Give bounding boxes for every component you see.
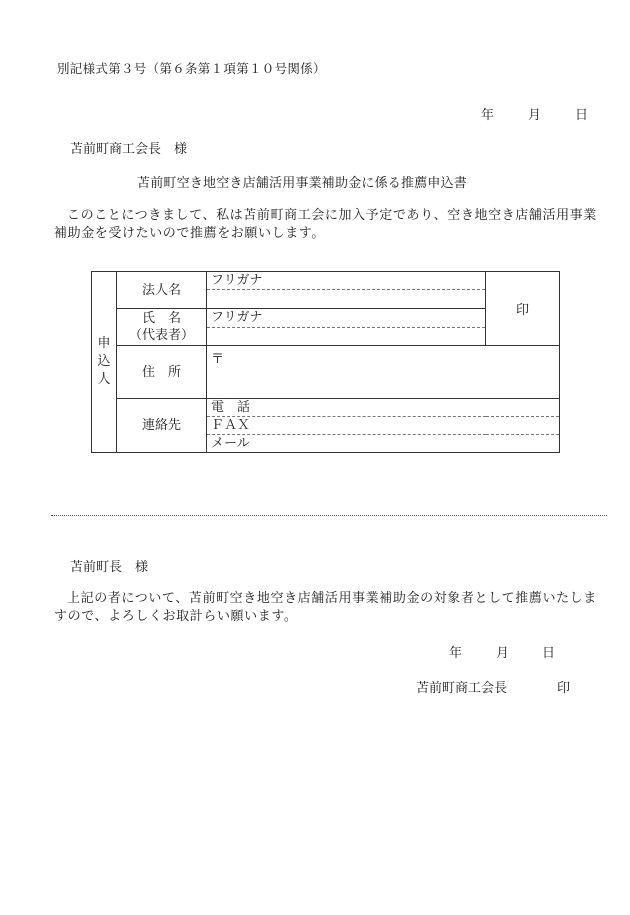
postal-mark: 〒 [211, 352, 225, 367]
applicant-form [91, 271, 560, 453]
address-field[interactable] [207, 346, 560, 399]
rep-name-field[interactable] [207, 328, 486, 346]
month-label: 月 [528, 108, 542, 123]
fax-field[interactable]: ＦＡＸ [207, 417, 560, 435]
recommendation-body [54, 590, 609, 626]
recommendation-body-text: 上記の者について、苫前町空き地空き店舗活用事業補助金の対象者として推薦いたしますので、よろしくお取計らい願います。 [54, 591, 597, 624]
corp-name-label: 法人名 [117, 272, 207, 309]
signer-seal: 印 [557, 681, 571, 696]
year-label: 年 [481, 108, 495, 123]
request-body-text: このことにつきまして、私は苫前町商工会に加入予定であり、空き地空き店舗活用事業補助金を受けたいので推薦をお願いします。 [54, 208, 597, 241]
seal-box: 印 [486, 272, 560, 346]
applicant-label: 申 込 人 [92, 272, 117, 453]
rep-furigana-field[interactable]: フリガナ [207, 309, 486, 328]
dotted-separator [51, 515, 607, 516]
day-label: 日 [542, 646, 556, 661]
phone-field[interactable]: 電 話 [207, 399, 560, 417]
addressee: 苫前町商工会長 様 [70, 142, 188, 157]
day-label: 日 [575, 108, 589, 123]
request-body [54, 207, 609, 243]
email-field[interactable]: メール [207, 435, 560, 453]
month-label: 月 [496, 646, 510, 661]
mayor-addressee: 苫前町長 様 [70, 560, 149, 575]
address-label: 住 所 [117, 346, 207, 399]
form-number: 別記様式第３号（第６条第１項第１０号関係） [57, 61, 326, 76]
corp-furigana-field[interactable]: フリガナ [207, 272, 486, 290]
signer-title: 苫前町商工会長 [416, 681, 508, 696]
contact-label: 連絡先 [117, 399, 207, 453]
year-label: 年 [449, 646, 463, 661]
document-title: 苫前町空き地空き店舗活用事業補助金に係る推薦申込書 [137, 176, 468, 191]
corp-name-field[interactable] [207, 290, 486, 309]
representative-name-label: 氏 名 （代表者） [117, 309, 207, 346]
